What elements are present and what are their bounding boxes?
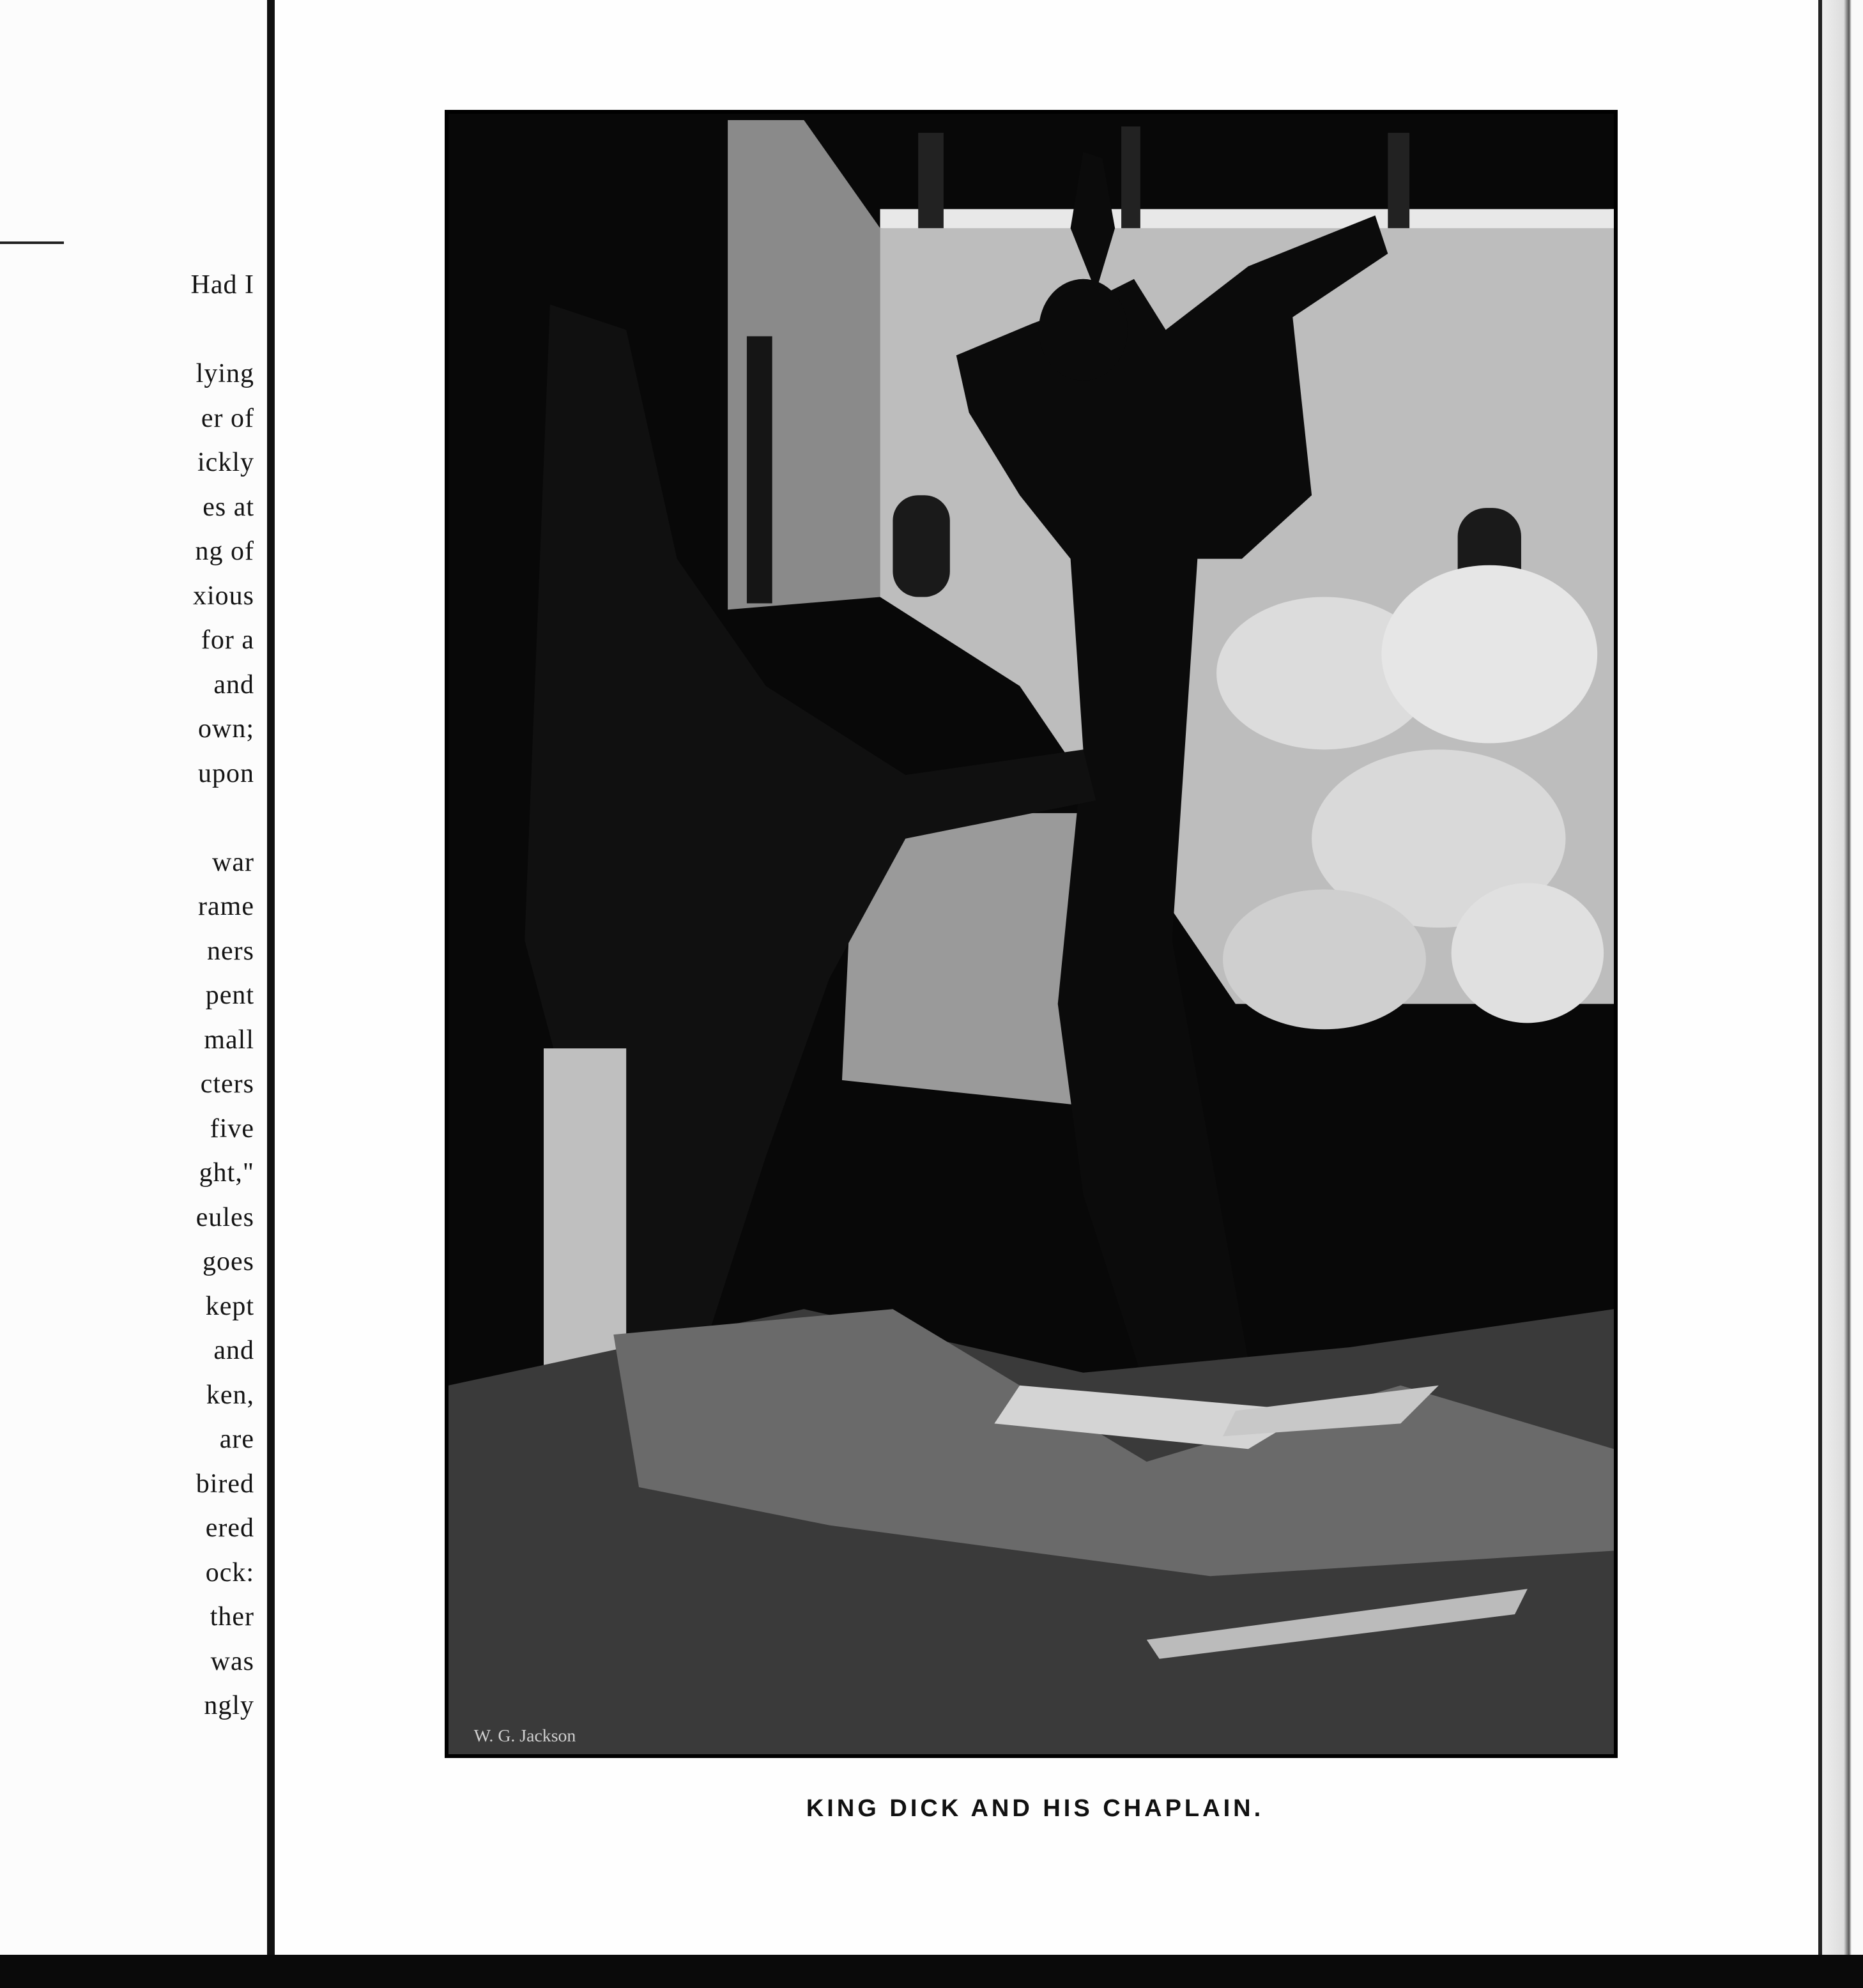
text-line: ered bbox=[205, 1513, 254, 1543]
text-line: ng of bbox=[195, 537, 254, 566]
text-line: es at bbox=[203, 492, 254, 522]
text-line: kept bbox=[205, 1291, 254, 1321]
text-line: war bbox=[212, 847, 254, 877]
text-line: bired bbox=[195, 1469, 254, 1499]
text-line: goes bbox=[203, 1247, 254, 1276]
illustration-signature: W. G. Jackson bbox=[473, 1726, 576, 1747]
text-line: ickly bbox=[197, 448, 254, 477]
text-line: ngly bbox=[204, 1691, 254, 1720]
left-page-text bbox=[63, 263, 254, 1729]
text-line: rame bbox=[198, 892, 254, 921]
text-line: er of bbox=[201, 403, 254, 433]
text-line: eules bbox=[195, 1202, 254, 1232]
text-line: upon bbox=[198, 758, 254, 788]
illustration-caption: KING DICK AND HIS CHAPLAIN. bbox=[806, 1795, 1264, 1822]
text-line: ock: bbox=[205, 1557, 254, 1587]
text-line: cters bbox=[200, 1069, 254, 1099]
text-line: for a bbox=[201, 625, 254, 655]
text-line: and bbox=[213, 1336, 254, 1365]
book-gutter bbox=[267, 0, 275, 1955]
engraving-illustration bbox=[445, 110, 1618, 1758]
text-line: ken, bbox=[206, 1380, 254, 1410]
text-line: was bbox=[210, 1646, 254, 1676]
text-line: ners bbox=[207, 936, 254, 966]
left-page bbox=[0, 0, 267, 1955]
text-line bbox=[63, 796, 254, 841]
illustration-artwork bbox=[448, 114, 1614, 1754]
section-rule bbox=[0, 241, 64, 244]
text-line: mall bbox=[204, 1025, 254, 1055]
text-line: and bbox=[213, 669, 254, 700]
text-line bbox=[63, 308, 254, 353]
text-line: ght," bbox=[199, 1158, 254, 1188]
text-line: are bbox=[219, 1425, 254, 1454]
page-edge bbox=[1818, 0, 1863, 1955]
text-line: Had I bbox=[190, 270, 254, 300]
scan-border bbox=[0, 1955, 1863, 1988]
text-line: five bbox=[210, 1113, 254, 1143]
text-line: pent bbox=[205, 981, 254, 1010]
text-line: own; bbox=[198, 714, 254, 744]
text-line: xious bbox=[192, 581, 254, 611]
text-line: lying bbox=[195, 359, 254, 388]
text-line: ther bbox=[210, 1602, 254, 1632]
